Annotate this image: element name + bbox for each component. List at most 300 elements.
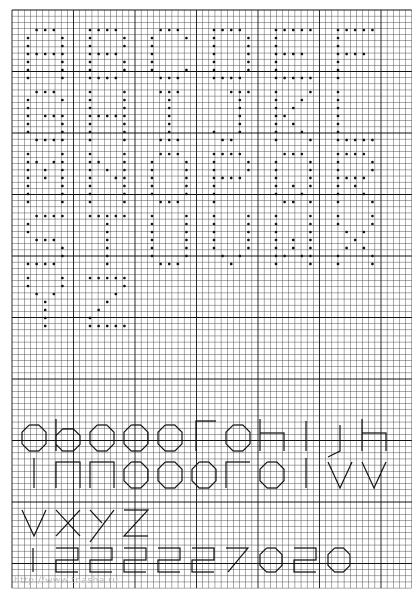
- stitch-dot: [239, 153, 242, 156]
- stitch-dot: [309, 177, 312, 180]
- stitch-dot: [309, 255, 312, 258]
- stitch-dot: [337, 223, 340, 226]
- stitch-dot: [301, 193, 304, 196]
- stitch-dot: [275, 69, 278, 72]
- stitch-dot: [345, 53, 348, 56]
- stitch-dot: [97, 309, 100, 312]
- stitch-dot: [27, 285, 30, 288]
- stitch-dot: [89, 277, 92, 280]
- stitch-dot: [89, 161, 92, 164]
- outline-letter-z: [124, 510, 148, 536]
- stitch-dot: [230, 177, 233, 180]
- stitch-dot: [115, 115, 118, 118]
- stitch-dot: [230, 77, 233, 80]
- stitch-dot: [106, 277, 109, 280]
- stitch-dot: [89, 317, 92, 320]
- stitch-dot: [239, 255, 242, 258]
- stitch-dot: [337, 123, 340, 126]
- stitch-dot: [151, 37, 154, 40]
- stitch-dot: [123, 177, 126, 180]
- outline-digit-2: [56, 548, 78, 572]
- stitch-dot: [283, 115, 286, 118]
- stitch-dot: [354, 53, 357, 56]
- stitch-dot: [177, 139, 180, 142]
- stitch-dot: [106, 115, 109, 118]
- stitch-dot: [61, 77, 64, 80]
- stitch-dot: [97, 53, 100, 56]
- stitch-dot: [213, 215, 216, 218]
- stitch-dot: [123, 215, 126, 218]
- stitch-dot: [185, 255, 188, 258]
- stitch-dot: [309, 29, 312, 32]
- stitch-dot: [61, 185, 64, 188]
- stitch-dot: [35, 139, 38, 142]
- stitch-dot: [371, 223, 374, 226]
- stitch-dot: [371, 139, 374, 142]
- stitch-dot: [61, 139, 64, 142]
- stitch-dot: [61, 201, 64, 204]
- stitch-dot: [44, 115, 47, 118]
- stitch-dot: [168, 201, 171, 204]
- stitch-dot: [283, 255, 286, 258]
- stitch-dot: [106, 53, 109, 56]
- stitch-dot: [44, 263, 47, 266]
- outline-letters: [22, 419, 386, 572]
- stitch-dot: [89, 139, 92, 142]
- stitch-dot: [292, 201, 295, 204]
- stitch-dot: [309, 223, 312, 226]
- outline-letter-d: [124, 425, 148, 451]
- stitch-dot: [123, 99, 126, 102]
- stitch-dot: [89, 215, 92, 218]
- stitch-dot: [53, 215, 56, 218]
- stitch-dot: [35, 293, 38, 296]
- stitch-dot: [89, 115, 92, 118]
- stitch-dot: [159, 263, 162, 266]
- stitch-dot: [292, 77, 295, 80]
- stitch-dot: [345, 153, 348, 156]
- stitch-dot: [89, 37, 92, 40]
- stitch-dot: [185, 193, 188, 196]
- stitch-dot: [61, 193, 64, 196]
- stitch-dot: [89, 91, 92, 94]
- stitch-dot: [371, 29, 374, 32]
- stitch-dot: [27, 77, 30, 80]
- stitch-dot: [177, 263, 180, 266]
- stitch-dot: [123, 285, 126, 288]
- stitch-dot: [115, 215, 118, 218]
- stitch-dot: [275, 239, 278, 242]
- stitch-dot: [275, 29, 278, 32]
- stitch-dot: [363, 247, 366, 250]
- stitch-dot: [61, 61, 64, 64]
- outline-letter-j: [328, 425, 340, 457]
- stitch-dot: [292, 53, 295, 56]
- outline-letter-s: [260, 462, 284, 488]
- stitch-dot: [123, 325, 126, 328]
- stitch-dot: [283, 201, 286, 204]
- outline-digit-7: [226, 548, 248, 572]
- stitch-dot: [44, 177, 47, 180]
- stitch-dot: [168, 123, 171, 126]
- stitch-dot: [301, 153, 304, 156]
- stitch-dot: [35, 215, 38, 218]
- stitch-dot: [61, 37, 64, 40]
- stitch-dot: [106, 223, 109, 226]
- stitch-dot: [275, 161, 278, 164]
- outline-digit-0: [328, 548, 350, 572]
- stitch-dot: [61, 153, 64, 156]
- stitch-dot: [123, 277, 126, 280]
- stitch-dot: [275, 139, 278, 142]
- stitch-dot: [371, 201, 374, 204]
- stitch-dot: [27, 99, 30, 102]
- stitch-dot: [337, 61, 340, 64]
- stitch-dot: [61, 45, 64, 48]
- stitch-dot: [97, 325, 100, 328]
- stitch-dot: [239, 91, 242, 94]
- stitch-dot: [309, 201, 312, 204]
- outline-letter-b: [56, 429, 80, 451]
- stitch-dot: [275, 45, 278, 48]
- stitch-dot: [337, 161, 340, 164]
- stitch-dot: [247, 247, 250, 250]
- stitch-dot: [239, 107, 242, 110]
- stitch-dot: [363, 139, 366, 142]
- stitch-dot: [185, 69, 188, 72]
- stitch-dot: [301, 255, 304, 258]
- outline-digit-5: [158, 548, 180, 572]
- stitch-dot: [337, 107, 340, 110]
- stitch-dot: [27, 37, 30, 40]
- stitch-dot: [61, 247, 64, 250]
- stitch-dot: [115, 293, 118, 296]
- stitch-dot: [213, 223, 216, 226]
- stitch-dot: [309, 239, 312, 242]
- stitch-dot: [89, 107, 92, 110]
- stitch-dot: [151, 61, 154, 64]
- stitch-dot: [337, 131, 340, 134]
- stitch-dot: [292, 239, 295, 242]
- stitch-dot: [89, 69, 92, 72]
- stitch-dot: [35, 91, 38, 94]
- stitch-dot: [239, 177, 242, 180]
- stitch-dot: [123, 115, 126, 118]
- stitch-dot: [337, 91, 340, 94]
- stitch-dot: [239, 123, 242, 126]
- stitch-dot: [27, 107, 30, 110]
- stitch-dot: [309, 77, 312, 80]
- stitch-dot: [221, 177, 224, 180]
- stitch-dot: [275, 247, 278, 250]
- stitch-dot: [275, 107, 278, 110]
- stitch-dot: [275, 177, 278, 180]
- stitch-dot: [345, 139, 348, 142]
- stitch-dot: [97, 277, 100, 280]
- stitch-dot: [247, 231, 250, 234]
- stitch-dot: [53, 139, 56, 142]
- stitch-dot: [89, 153, 92, 156]
- stitch-dot: [123, 169, 126, 172]
- stitch-dot: [27, 169, 30, 172]
- stitch-dot: [168, 131, 171, 134]
- stitch-dot: [168, 107, 171, 110]
- stitch-dot: [292, 29, 295, 32]
- stitch-dot: [97, 161, 100, 164]
- stitch-dot: [354, 139, 357, 142]
- stitch-dot: [345, 231, 348, 234]
- stitch-dot: [221, 29, 224, 32]
- stitch-dot: [247, 61, 250, 64]
- stitch-dot: [35, 263, 38, 266]
- stitch-dot: [61, 131, 64, 134]
- stitch-dot: [275, 77, 278, 80]
- stitch-dot: [213, 193, 216, 196]
- stitch-dot: [309, 161, 312, 164]
- stitch-dot: [151, 69, 154, 72]
- stitch-dot: [89, 53, 92, 56]
- stitch-dot: [247, 161, 250, 164]
- stitch-dot: [35, 161, 38, 164]
- stitch-dot: [151, 53, 154, 56]
- stitch-dot: [185, 161, 188, 164]
- stitch-dot: [89, 123, 92, 126]
- stitch-dot: [123, 161, 126, 164]
- stitch-dot: [53, 161, 56, 164]
- stitch-dot: [239, 29, 242, 32]
- stitch-dot: [44, 29, 47, 32]
- stitch-dot: [159, 29, 162, 32]
- stitch-dot: [89, 131, 92, 134]
- stitch-dot: [345, 177, 348, 180]
- stitch-dot: [275, 185, 278, 188]
- stitch-dot: [61, 115, 64, 118]
- stitch-dot: [275, 131, 278, 134]
- stitch-dot: [185, 169, 188, 172]
- stitch-dot: [213, 169, 216, 172]
- stitch-dot: [292, 247, 295, 250]
- stitch-dot: [151, 45, 154, 48]
- stitch-dot: [123, 139, 126, 142]
- stitch-dot: [283, 53, 286, 56]
- stitch-dot: [123, 45, 126, 48]
- stitch-dot: [337, 53, 340, 56]
- stitch-dot: [27, 115, 30, 118]
- stitch-dot: [35, 53, 38, 56]
- stitch-dot: [345, 29, 348, 32]
- stitch-dot: [337, 139, 340, 142]
- stitch-dot: [283, 153, 286, 156]
- stitch-dot: [275, 223, 278, 226]
- stitch-dot: [221, 77, 224, 80]
- outline-letter-r: [226, 462, 250, 488]
- stitch-dot: [301, 53, 304, 56]
- stitch-dot: [275, 123, 278, 126]
- stitch-dot: [213, 201, 216, 204]
- stitch-dot: [159, 201, 162, 204]
- stitch-dot: [159, 139, 162, 142]
- stitch-dot: [337, 69, 340, 72]
- stitch-dot: [44, 239, 47, 242]
- stitch-dot: [363, 53, 366, 56]
- stitch-dot: [27, 123, 30, 126]
- stitch-dot: [151, 177, 154, 180]
- stitch-dot: [247, 91, 250, 94]
- stitch-dot: [177, 29, 180, 32]
- stitch-dot: [337, 255, 340, 258]
- stitch-dot: [177, 153, 180, 156]
- stitch-dot: [89, 185, 92, 188]
- stitch-dot: [185, 231, 188, 234]
- stitch-dot: [292, 153, 295, 156]
- stitch-dot: [275, 53, 278, 56]
- outline-letter-h: [260, 433, 284, 451]
- stitch-dot: [239, 131, 242, 134]
- stitch-dot: [239, 115, 242, 118]
- stitch-dot: [89, 201, 92, 204]
- stitch-dot: [168, 99, 171, 102]
- stitch-dot: [185, 215, 188, 218]
- stitch-dot: [97, 29, 100, 32]
- stitch-dot: [337, 201, 340, 204]
- stitch-dot: [27, 223, 30, 226]
- stitch-dot: [354, 29, 357, 32]
- stitch-dot: [151, 223, 154, 226]
- stitch-dot: [61, 215, 64, 218]
- stitch-dot: [363, 231, 366, 234]
- stitch-dot: [106, 263, 109, 266]
- stitch-dot: [275, 255, 278, 258]
- stitch-dot: [213, 37, 216, 40]
- stitch-dot: [337, 169, 340, 172]
- stitch-dot: [123, 131, 126, 134]
- stitch-dot: [151, 193, 154, 196]
- stitch-dot: [239, 77, 242, 80]
- stitch-dot: [247, 37, 250, 40]
- stitch-dot: [27, 277, 30, 280]
- stitch-dot: [275, 193, 278, 196]
- stitch-dot: [185, 177, 188, 180]
- stitch-dot: [309, 139, 312, 142]
- stitch-dot: [89, 61, 92, 64]
- stitch-dot: [106, 255, 109, 258]
- stitch-dot: [309, 185, 312, 188]
- stitch-dot: [151, 169, 154, 172]
- stitch-dot: [177, 91, 180, 94]
- stitch-dot: [275, 231, 278, 234]
- stitch-dot: [44, 317, 47, 320]
- stitch-dot: [168, 263, 171, 266]
- stitch-dot: [106, 77, 109, 80]
- stitch-dot: [97, 77, 100, 80]
- stitch-dot: [213, 61, 216, 64]
- stitch-dot: [239, 99, 242, 102]
- stitch-dot: [27, 177, 30, 180]
- stitch-dot: [301, 29, 304, 32]
- stitch-dot: [213, 69, 216, 72]
- outline-digit-3: [90, 548, 112, 572]
- stitch-dot: [151, 247, 154, 250]
- grid-minor-lines: [12, 10, 412, 588]
- stitch-dot: [292, 123, 295, 126]
- stitch-dot: [168, 153, 171, 156]
- stitch-dot: [35, 239, 38, 242]
- stitch-dot: [283, 29, 286, 32]
- stitch-dot: [115, 77, 118, 80]
- stitch-dot: [44, 139, 47, 142]
- stitch-dot: [106, 239, 109, 242]
- stitch-dot: [44, 53, 47, 56]
- stitch-dot: [53, 29, 56, 32]
- stitch-dot: [213, 77, 216, 80]
- outline-digit-6: [192, 548, 214, 572]
- stitch-dot: [61, 161, 64, 164]
- stitch-dot: [151, 239, 154, 242]
- stitch-dot: [213, 161, 216, 164]
- stitch-dot: [177, 201, 180, 204]
- stitch-dot: [221, 139, 224, 142]
- stitch-dot: [168, 91, 171, 94]
- stitch-dot: [275, 215, 278, 218]
- stitch-dot: [44, 301, 47, 304]
- stitch-dot: [61, 53, 64, 56]
- stitch-dot: [27, 131, 30, 134]
- stitch-dot: [275, 99, 278, 102]
- stitch-dot: [185, 239, 188, 242]
- stitch-dot: [44, 215, 47, 218]
- stitch-dot: [61, 123, 64, 126]
- stitch-dot: [27, 161, 30, 164]
- stitch-dot: [213, 239, 216, 242]
- stitch-dot: [247, 169, 250, 172]
- stitch-dot: [363, 29, 366, 32]
- stitch-dot: [123, 193, 126, 196]
- stitch-dot: [123, 91, 126, 94]
- stitch-dot: [213, 177, 216, 180]
- outline-letter-g: [226, 425, 250, 451]
- stitch-dot: [247, 223, 250, 226]
- stitch-dot: [35, 29, 38, 32]
- outline-letter-m: [56, 462, 80, 488]
- stitch-dot: [283, 77, 286, 80]
- stitch-dot: [337, 77, 340, 80]
- stitch-dot: [247, 53, 250, 56]
- stitch-dot: [275, 37, 278, 40]
- stitch-dot: [275, 169, 278, 172]
- outline-letter-p: [158, 462, 182, 488]
- stitch-dot: [354, 185, 357, 188]
- stitch-dot: [301, 99, 304, 102]
- stitch-dot: [27, 69, 30, 72]
- stitch-dot: [213, 185, 216, 188]
- stitch-dot: [89, 29, 92, 32]
- stitch-dot: [337, 263, 340, 266]
- stitch-dot: [89, 77, 92, 80]
- stitch-dot: [371, 169, 374, 172]
- stitch-dot: [309, 247, 312, 250]
- stitch-dot: [337, 185, 340, 188]
- watermark: http://www.tnasha.ru: [14, 576, 119, 586]
- stitch-dot: [89, 325, 92, 328]
- stitch-dot: [53, 263, 56, 266]
- stitch-dot: [213, 131, 216, 134]
- stitch-dot: [123, 153, 126, 156]
- stitch-dot: [185, 185, 188, 188]
- stitch-dot: [275, 61, 278, 64]
- stitch-dot: [89, 177, 92, 180]
- stitch-dot: [106, 169, 109, 172]
- stitch-dot: [123, 69, 126, 72]
